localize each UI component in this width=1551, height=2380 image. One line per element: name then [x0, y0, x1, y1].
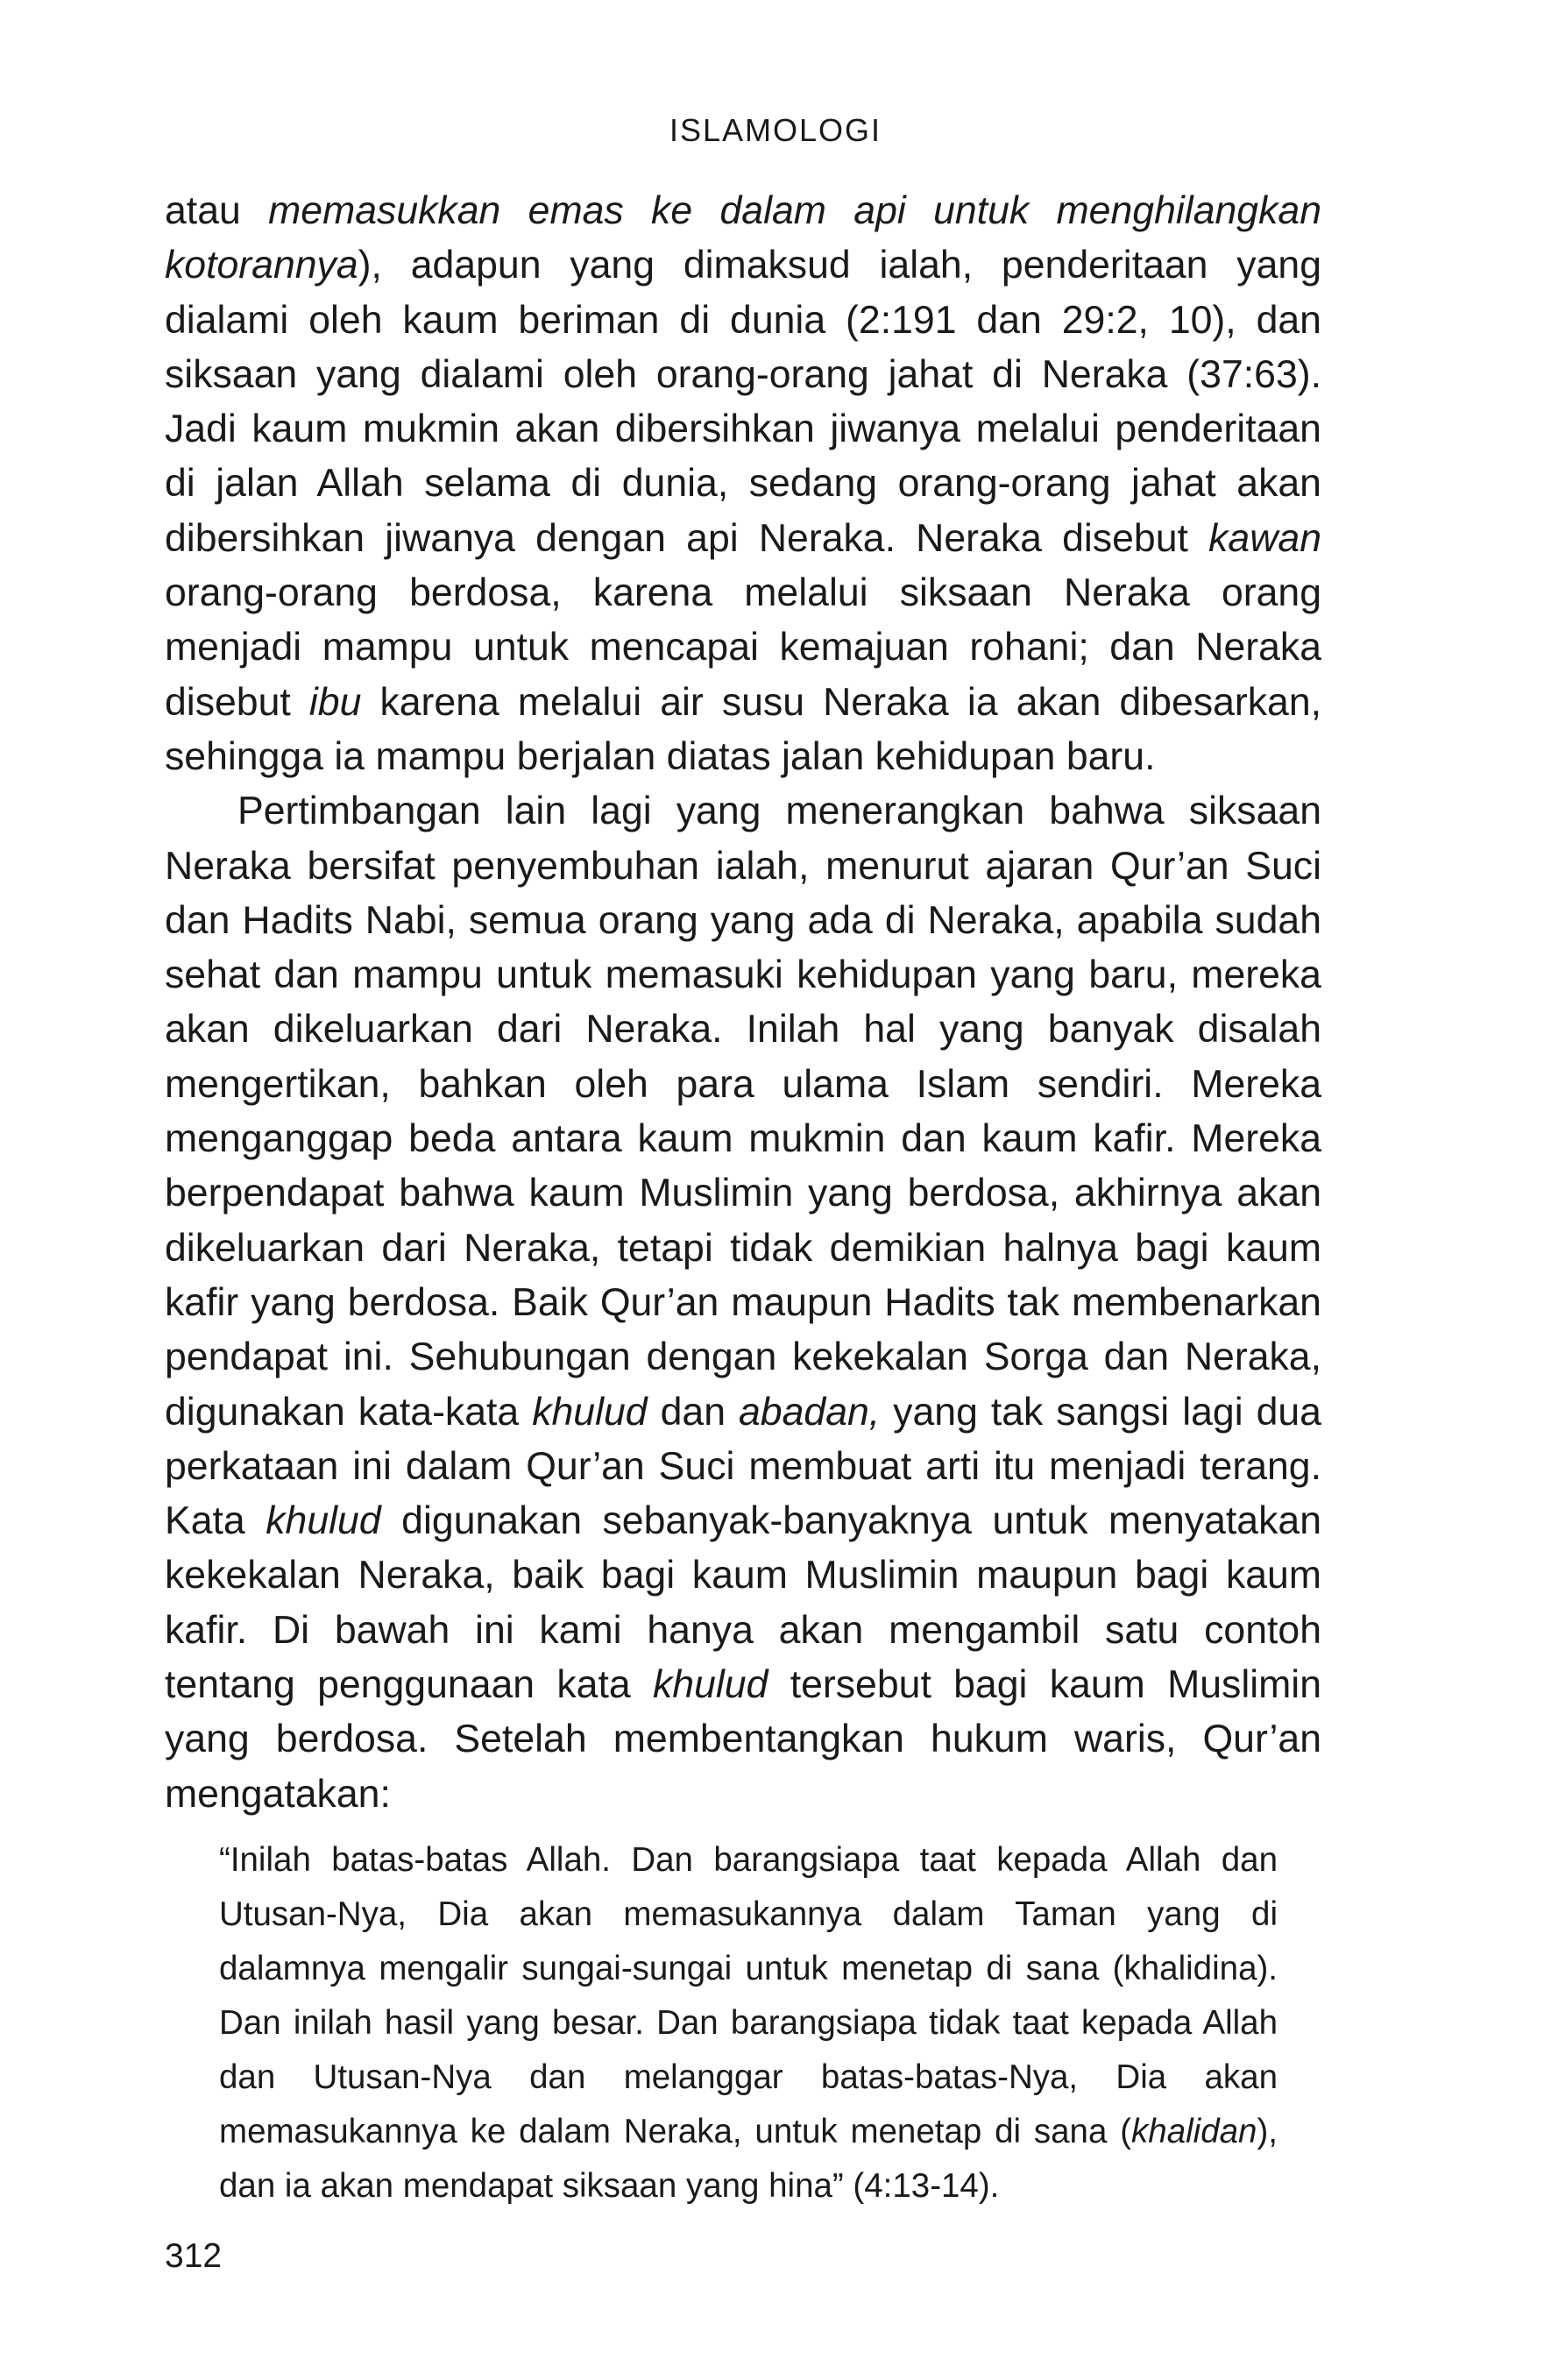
para2-italic-abadan: abadan,	[738, 1390, 881, 1434]
block-quote	[219, 1833, 1278, 2214]
para1-text-4: karena melalui air susu Neraka ia akan dibesarkan, sehingga ia mampu berjalan diatas jalan kehidupan baru.	[165, 680, 1322, 778]
para2-italic-khulud-1: khulud	[532, 1390, 648, 1434]
running-title: ISLAMOLOGI	[669, 112, 882, 148]
para1-italic-ibu: ibu	[308, 680, 362, 724]
body-text	[165, 184, 1321, 1822]
para2-text-5: tersebut bagi kaum Muslimin yang berdosa. Setelah membentangkan hukum waris, Qur’an mengatakan:	[165, 1663, 1321, 1816]
page-number: 312	[165, 2237, 223, 2275]
para2-text-2: dan	[647, 1390, 739, 1434]
para2-italic-khulud-3: khulud	[652, 1663, 768, 1707]
para2-text-1: Pertimbangan lain lagi yang menerangkan bahwa siksaan Neraka bersifat penyembuhan ialah, menurut ajaran Qur’an Suci dan Hadits Nabi, semua orang yang ada di Neraka, apabila sudah sehat dan mampu untuk memasuki kehidupan yang baru, mereka akan dikeluarkan dari Neraka. Inilah hal yang banyak disalah mengertikan, bahkan oleh para ulama Islam sendiri. Mereka menganggap beda antara kaum mukmin dan kaum kafir. Mereka berpendapat bahwa kaum Muslimin yang berdosa, akhirnya akan dikeluarkan dari Neraka, tetapi tidak demikian halnya bagi kaum kafir yang berdosa. Baik Qur’an maupun Hadits tak membenarkan pendapat ini. Sehubungan dengan kekekalan Sorga dan Neraka, digunakan kata-kata	[165, 790, 1321, 1434]
quote-paragraph	[219, 1833, 1278, 2214]
para2-italic-khulud-2: khulud	[266, 1499, 381, 1543]
quote-italic-khalidan: khalidan	[1131, 2113, 1257, 2150]
para1-italic-1: memasukkan emas ke dalam api untuk menghilangkan kotorannya	[165, 189, 1321, 287]
para1-text-2: ), adapun yang dimaksud ialah, penderitaan yang dialami oleh kaum beriman di dunia (2:191 dan 29:2, 10), dan siksaan yang dialami oleh orang-orang jahat di Neraka (37:63). Jadi kaum mukmin akan dibersihkan jiwanya melalui penderitaan di jalan Allah selama di dunia, sedang orang-orang jahat akan dibersihkan jiwanya dengan api Neraka. Neraka disebut	[165, 244, 1321, 560]
para1-italic-kawan: kawan	[1208, 516, 1321, 560]
para1-text-1: atau	[165, 189, 269, 232]
paragraph-2	[165, 784, 1321, 1822]
para2-text-3: yang tak sangsi lagi dua perkataan ini dalam Qur’an Suci membuat arti itu menjadi terang. Kata	[165, 1390, 1321, 1543]
quote-text-1: “Inilah batas-batas Allah. Dan barangsiapa taat kepada Allah dan Utusan-Nya, Dia akan memasukannya dalam Taman yang di dalamnya mengalir sungai-sungai untuk menetap di sana (khalidina). Dan inilah hasil yang besar. Dan barangsiapa tidak taat kepada Allah dan Utusan-Nya dan melanggar batas-batas-Nya, Dia akan memasukannya ke dalam Neraka, untuk menetap di sana (	[219, 1841, 1278, 2150]
para1-text-3: orang-orang berdosa, karena melalui siksaan Neraka orang menjadi mampu untuk mencapai kemajuan rohani; dan Neraka disebut	[165, 571, 1321, 724]
quote-text-2: ), dan ia akan mendapat siksaan yang hina” (4:13-14).	[219, 2113, 1278, 2205]
para2-text-4: digunakan sebanyak-banyaknya untuk menyatakan kekekalan Neraka, baik bagi kaum Muslimin maupun bagi kaum kafir. Di bawah ini kami hanya akan mengambil satu contoh tentang penggunaan kata	[165, 1499, 1321, 1707]
paragraph-1	[165, 184, 1321, 784]
